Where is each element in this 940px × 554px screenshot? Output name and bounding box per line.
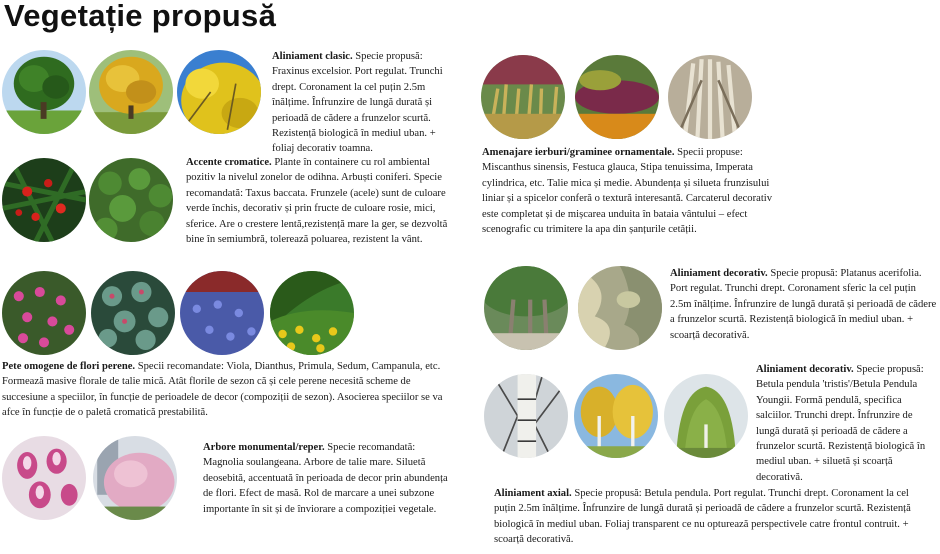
body-aliniament-decorativ-1: Specie propusă: Platanus acerifolia. Port regulat. Trunchi drept. Coronament sferic la cel puțin 2.5m înălțime. Înfrunzire de lungă durată și perioadă de cădere a frunzelor scurtă. Rezistență biologică în mediul uban. + scoarță decorativă. bbox=[670, 268, 937, 341]
photo-taxus-berries bbox=[2, 158, 86, 242]
photo-flowers-pink bbox=[2, 271, 86, 355]
text-arbore-monumental bbox=[203, 440, 455, 517]
photo-platanus-bark bbox=[578, 266, 662, 350]
photo-grasses-1 bbox=[481, 55, 565, 139]
photo-magnolia-tree bbox=[93, 436, 177, 520]
heading-pete-omogene: Pete omogene de flori perene. bbox=[2, 361, 136, 372]
heading-aliniament-axial: Aliniament axial. bbox=[494, 488, 572, 499]
photo-yellow-tree bbox=[89, 50, 173, 134]
body-amenajare-ierburi: Specii propuse: Miscanthus sinensis, Festuca glauca, Stipa tenuissima, Imperata cylindrica, etc. Talie mica și medie. Abundența și silueta frunzisului liniar și a spicelor conferă o textură interesantă. Carcaterul decorativ este completat și de mișcarea unduita în bataia vântului – efect scenografic cu trimitere la apa din șanțurile cetății. bbox=[482, 147, 773, 236]
text-pete-omogene bbox=[2, 359, 456, 421]
photo-campanula bbox=[180, 271, 264, 355]
heading-amenajare-ierburi: Amenajare ierburi/graminee ornamentale. bbox=[482, 147, 675, 158]
photo-grasses-2 bbox=[575, 55, 659, 139]
heading-arbore-monumental: Arbore monumental/reper. bbox=[203, 442, 325, 453]
text-aliniament-axial bbox=[494, 486, 926, 548]
body-accente-cromatice: Plante în containere cu rol ambiental pozitiv la nivelul zonelor de odihna. Arbuști coniferi. Specie recomandată: Taxus baccata. Frunzele (acele) sunt de culoare verde închis, decorativ și prin fructe de culoare rosie, mici, sferice. Are o crestere lentă,rezistență mare la ger, se dezvoltă bine în semiumbră, tolerează poluarea, rezistent la vânt. bbox=[186, 157, 448, 246]
photo-platanus-row bbox=[484, 266, 568, 350]
photo-weeping-birch bbox=[664, 374, 748, 458]
photo-grasses-3 bbox=[668, 55, 752, 139]
body-aliniament-axial: Specie propusă: Betula pendula. Port regulat. Trunchi drept. Coronament la cel puțin 2.5m înălțime. Înfrunzire de lungă durată și perioadă de cădere a frunzelor scurtă. Rezistență biologică în mediul uban. Foliaj transparent ce nu opturează perspectivele catre frontul contruit. + scoarță decorativă. bbox=[494, 488, 911, 546]
body-aliniament-decorativ-2: Specie propusă: Betula pendula 'tristis'/Betula Pendula Youngii. Formă pendulă, specifica salciilor. Trunchi drept. Înfrunzire de lungă durată și perioadă de cădere a frunzelor scurtă. Rezistență biologică în mediul uban. + siluetă și scoarță decorativă. bbox=[756, 364, 926, 483]
heading-aliniament-clasic: Aliniament clasic. bbox=[272, 51, 353, 62]
photo-magnolia-flowers bbox=[2, 436, 86, 520]
text-aliniament-decorativ-2 bbox=[756, 362, 936, 485]
body-pete-omogene: Specii recomandate: Viola, Dianthus, Primula, Sedum, Campanula, etc. Formează masive florale de talie mică. Atât florile de sezon că și cele perene necesită scheme de succesiune a speciilor, în funcție de perioadele de decor (compoziții de sezon). Asocierea speciilor se va afce în funcție de o paletă cromatică prestabilită. bbox=[2, 361, 443, 419]
page-title: Vegetație propusă bbox=[4, 0, 277, 33]
text-accente-cromatice bbox=[186, 155, 462, 247]
photo-birch-autumn bbox=[574, 374, 658, 458]
heading-accente-cromatice: Accente cromatice. bbox=[186, 157, 272, 168]
text-aliniament-decorativ-1 bbox=[670, 266, 938, 343]
photo-ash-tree bbox=[2, 50, 86, 134]
heading-aliniament-decorativ-1: Aliniament decorativ. bbox=[670, 268, 768, 279]
photo-topiary-spheres bbox=[89, 158, 173, 242]
photo-sedum bbox=[91, 271, 175, 355]
photo-yellow-foliage bbox=[177, 50, 261, 134]
text-aliniament-clasic bbox=[272, 49, 458, 157]
body-aliniament-clasic: Specie propusă: Fraxinus excelsior. Port regulat. Trunchi drept. Coronament la cel puțin 2.5m înălțime. Înfrunzire de lungă durată și perioadă de cădere a frunzelor scurtă. Rezistență biologică în mediul uban. + foliaj decorativ toamna. bbox=[272, 51, 443, 155]
photo-birch-bark bbox=[484, 374, 568, 458]
body-arbore-monumental: Specie recomandată: Magnolia soulangeana. Arbore de talie mare. Siluetă deosebită, accentuată în perioada de decor prin abundența de flori. Efect de masă. Rol de marcare a unei subzone importante în sit și de înviorare a compoziției vegetale. bbox=[203, 442, 448, 515]
text-amenajare-ierburi bbox=[482, 145, 782, 237]
heading-aliniament-decorativ-2: Aliniament decorativ. bbox=[756, 364, 854, 375]
photo-flowerbed-yellow bbox=[270, 271, 354, 355]
